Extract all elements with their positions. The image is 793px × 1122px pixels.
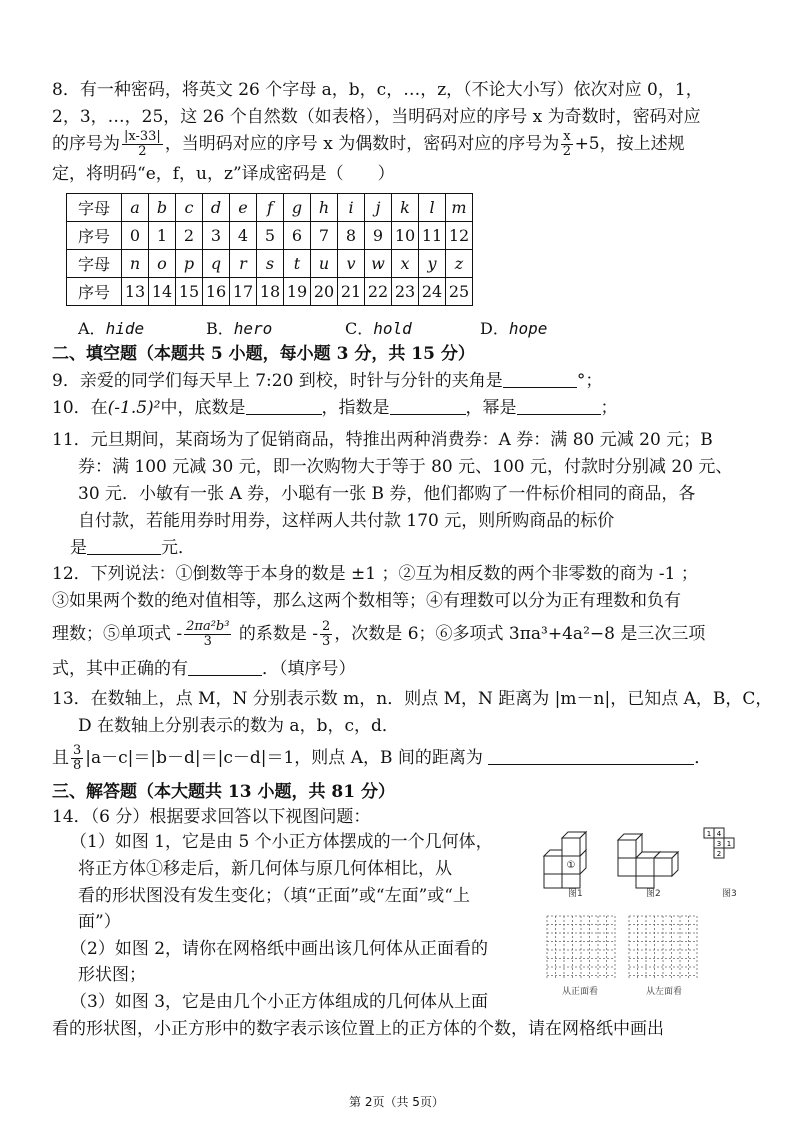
q12-line4-pre: 式，其中正确的有 xyxy=(52,659,188,679)
q12-line4-post: ．（填序号） xyxy=(262,659,356,679)
q10-tail: ； xyxy=(600,398,618,418)
option-label: B． xyxy=(206,319,234,338)
letter-cell: j xyxy=(365,194,392,222)
index-cell: 25 xyxy=(446,278,473,306)
letter-cell: g xyxy=(284,194,311,222)
letter-cell: x xyxy=(392,250,419,278)
option-text: hold xyxy=(373,319,412,338)
q8-line3-mid: ，当明码对应的序号 x 为偶数时，密码对应的序号为 xyxy=(164,134,560,154)
index-cell: 24 xyxy=(419,278,446,306)
letter-cell: a xyxy=(122,194,149,222)
index-cell: 15 xyxy=(176,278,203,306)
letter-cell: t xyxy=(284,250,311,278)
left-view-grid-caption: 从左面看 xyxy=(646,987,683,997)
index-cell: 6 xyxy=(284,222,311,250)
letter-cell: i xyxy=(338,194,365,222)
letter-cell: z xyxy=(446,250,473,278)
letter-cell: f xyxy=(257,194,284,222)
index-cell: 10 xyxy=(392,222,419,250)
q10-exponent-blank[interactable] xyxy=(390,398,466,415)
table-header-letter: 字母 xyxy=(67,194,122,222)
fig3-cell: 1 xyxy=(726,840,732,848)
q12-line3-pre: 理数；⑤单项式 - xyxy=(52,624,183,644)
table-row xyxy=(67,278,473,306)
figure-1-mark: ① xyxy=(566,860,576,871)
q10-power-blank[interactable] xyxy=(517,398,601,415)
q14-p3-line2: 看的形状图，小正方形中的数字表示该位置上的正方体的个数，请在网格纸中画出 xyxy=(52,1019,664,1039)
index-cell: 2 xyxy=(176,222,203,250)
q14-p1-line1: （1）如图 1，它是由 5 个小正方体摆成的一个几何体， xyxy=(70,832,493,852)
q12-line2: ③如果两个数的绝对值相等，那么这两个数相等；④有理数可以分为正有理数和负有 xyxy=(52,591,681,611)
fig3-cell: 2 xyxy=(716,850,722,858)
option-label: A． xyxy=(78,319,106,338)
letter-cell: p xyxy=(176,250,203,278)
q8-line3-post: +5，按上述规 xyxy=(574,134,685,154)
option-c[interactable] xyxy=(345,316,412,339)
q12-line4 xyxy=(52,658,356,680)
frac-numerator: |x-33| xyxy=(124,129,161,144)
figure-3-caption: 图3 xyxy=(722,889,737,899)
q10-base-blank[interactable] xyxy=(246,398,322,415)
q8-line2: 2，3，…，25，这 26 个自然数（如表格），当明码对应的序号 x 为奇数时，密码对应 xyxy=(52,107,701,127)
index-cell: 11 xyxy=(419,222,446,250)
frac-denominator: 3 xyxy=(203,634,212,649)
option-text: hide xyxy=(105,319,145,338)
q13-frac xyxy=(71,744,83,773)
option-text: hope xyxy=(508,319,548,338)
q13-line1: 13．在数轴上，点 M，N 分别表示数 m，n．则点 M，N 距离为 |m－n|，已知点 A，B，C， xyxy=(52,689,773,709)
q9-tail: °； xyxy=(576,371,603,391)
q12-line1: 12．下列说法：①倒数等于本身的数是 ±1 ；②互为相反数的两个非零数的商为 -1 ； xyxy=(52,564,698,584)
q14-p3-line1: （3）如图 3，它是由几个小正方体组成的几何体从上面 xyxy=(70,992,489,1012)
letter-cell: w xyxy=(365,250,392,278)
letter-cell: o xyxy=(149,250,176,278)
q12-frac-monomial xyxy=(184,620,231,649)
index-cell: 8 xyxy=(338,222,365,250)
figure-2-caption: 图2 xyxy=(646,889,661,899)
q11-answer-blank[interactable] xyxy=(87,538,161,555)
q14-p1-line2: 将正方体①移走后，新几何体与原几何体相比，从 xyxy=(78,859,452,879)
q12-line3-mid: 的系数是 - xyxy=(233,624,319,644)
q11-pre: 是 xyxy=(70,538,87,558)
q14-p1-line3: 看的形状图没有发生变化；（填“正面”或“左面”或“上 xyxy=(78,886,470,906)
index-cell: 4 xyxy=(230,222,257,250)
option-d[interactable] xyxy=(480,316,547,339)
index-cell: 18 xyxy=(257,278,284,306)
q10 xyxy=(52,397,618,419)
index-cell: 1 xyxy=(149,222,176,250)
index-cell: 13 xyxy=(122,278,149,306)
q8-line3-pre: 的序号为 xyxy=(52,134,120,154)
fig3-cell: 1 xyxy=(706,830,712,838)
cipher-table xyxy=(66,193,473,306)
table-row xyxy=(67,250,473,278)
front-view-grid-caption: 从正面看 xyxy=(562,987,599,997)
frac-denominator: 2 xyxy=(138,144,147,159)
letter-cell: s xyxy=(257,250,284,278)
q13-line3-mid: |a－c|＝|b－d|＝|c－d|＝1，则点 A，B 间的距离为 xyxy=(85,748,483,768)
table-row xyxy=(67,194,473,222)
q13-answer-blank[interactable] xyxy=(488,748,694,765)
q13-line3-post: ． xyxy=(694,748,712,768)
option-b[interactable] xyxy=(206,316,272,339)
letter-cell: c xyxy=(176,194,203,222)
letter-cell: n xyxy=(122,250,149,278)
letter-cell: q xyxy=(203,250,230,278)
index-cell: 16 xyxy=(203,278,230,306)
letter-cell: l xyxy=(419,194,446,222)
q11-line5 xyxy=(70,537,195,559)
frac-numerator: x xyxy=(563,129,571,144)
letter-cell: m xyxy=(446,194,473,222)
q9 xyxy=(52,370,602,392)
table-header-letter: 字母 xyxy=(67,250,122,278)
index-cell: 7 xyxy=(311,222,338,250)
index-cell: 14 xyxy=(149,278,176,306)
frac-numerator: 2 xyxy=(322,619,331,634)
frac-denominator: 3 xyxy=(322,634,331,649)
q11-line4: 自付款，若能用券时用券，这样两人共付款 170 元，则所购商品的标价 xyxy=(78,511,615,531)
q13-line3 xyxy=(52,740,711,776)
q14-p2-line1: （2）如图 2，请你在网格纸中画出该几何体从正面看的 xyxy=(70,939,489,959)
option-a[interactable] xyxy=(78,316,144,339)
letter-cell: e xyxy=(230,194,257,222)
q10-c: ，幂是 xyxy=(465,398,517,418)
index-cell: 23 xyxy=(392,278,419,306)
frac-denominator: 2 xyxy=(562,144,572,159)
q12-frac-coef xyxy=(320,620,332,649)
left-view-grid[interactable] xyxy=(627,914,699,982)
fig3-cell: 3 xyxy=(716,840,722,848)
index-cell: 5 xyxy=(257,222,284,250)
letter-cell: k xyxy=(392,194,419,222)
index-cell: 19 xyxy=(284,278,311,306)
q12-line3 xyxy=(52,616,705,652)
table-header-index: 序号 xyxy=(67,222,122,250)
q12-answer-blank[interactable] xyxy=(188,659,262,676)
q14-p1-line4: 面”） xyxy=(78,912,121,932)
index-cell: 21 xyxy=(338,278,365,306)
letter-cell: v xyxy=(338,250,365,278)
index-cell: 0 xyxy=(122,222,149,250)
q8-line1: 8．有一种密码，将英文 26 个字母 a，b，c，…，z，（不论大小写）依次对应 0，1， xyxy=(52,80,703,100)
page-footer: 第 2页（共 5页） xyxy=(349,1095,444,1109)
letter-cell: y xyxy=(419,250,446,278)
letter-cell: d xyxy=(203,194,230,222)
letter-cell: b xyxy=(149,194,176,222)
q10-b: ，指数是 xyxy=(321,398,390,418)
q11-line2: 券：满 100 元减 30 元，即一次购物大于等于 80 元、100 元，付款时分别减 20 元、 xyxy=(78,457,733,477)
q13-line2: D 在数轴上分别表示的数为 a，b，c，d． xyxy=(78,716,399,736)
option-text: hero xyxy=(233,319,273,338)
q11-line3: 30 元．小敏有一张 A 券，小聪有一张 B 券，他们都购了一件标价相同的商品，各 xyxy=(78,484,696,504)
q8-line3 xyxy=(52,128,685,160)
frac-numerator: 3 xyxy=(73,743,82,758)
index-cell: 17 xyxy=(230,278,257,306)
q13-line3-pre: 且 xyxy=(52,748,69,768)
letter-cell: h xyxy=(311,194,338,222)
figure-3-top-view xyxy=(702,826,748,872)
figure-1-caption: 图1 xyxy=(568,889,583,899)
q10-pre: 10．在 xyxy=(52,398,108,418)
q14-p2-line2: 形状图； xyxy=(78,965,146,985)
option-label: C． xyxy=(345,319,374,338)
section3-title: 三、解答题（本大题共 13 小题，共 81 分） xyxy=(52,782,395,802)
q8-frac-even xyxy=(561,130,572,159)
table-row xyxy=(67,222,473,250)
q14-line1: 14．（6 分）根据要求回答以下视图问题： xyxy=(52,807,371,827)
index-cell: 20 xyxy=(311,278,338,306)
q11-line1: 11．元旦期间，某商场为了促销商品，特推出两种消费券：A 券：满 80 元减 20 元；B xyxy=(52,430,713,450)
letter-cell: u xyxy=(311,250,338,278)
q9-answer-blank[interactable] xyxy=(503,371,577,388)
q11-post: 元． xyxy=(161,538,195,558)
q9-text: 9．亲爱的同学们每天早上 7:20 到校，时针与分针的夹角是 xyxy=(52,371,503,391)
front-view-grid[interactable] xyxy=(545,914,617,982)
frac-numerator: 2πa²b³ xyxy=(186,619,230,634)
q12-line3-post: ，次数是 6；⑥多项式 3πa³+4a²−8 是三次三项 xyxy=(334,624,706,644)
letter-cell: r xyxy=(230,250,257,278)
index-cell: 22 xyxy=(365,278,392,306)
q10-a: 中，底数是 xyxy=(160,398,246,418)
section2-title: 二、填空题（本题共 5 小题，每小题 3 分，共 15 分） xyxy=(52,344,475,364)
table-header-index: 序号 xyxy=(67,278,122,306)
option-label: D． xyxy=(480,319,509,338)
fig3-cell: 4 xyxy=(716,830,722,838)
frac-denominator: 8 xyxy=(73,758,82,773)
index-cell: 12 xyxy=(446,222,473,250)
q10-expr: (-1.5)² xyxy=(107,398,161,418)
index-cell: 9 xyxy=(365,222,392,250)
q8-frac-odd xyxy=(122,130,163,159)
index-cell: 3 xyxy=(203,222,230,250)
q8-line4: 定，将明码“e，f，u，z”译成密码是（ ） xyxy=(52,164,395,184)
